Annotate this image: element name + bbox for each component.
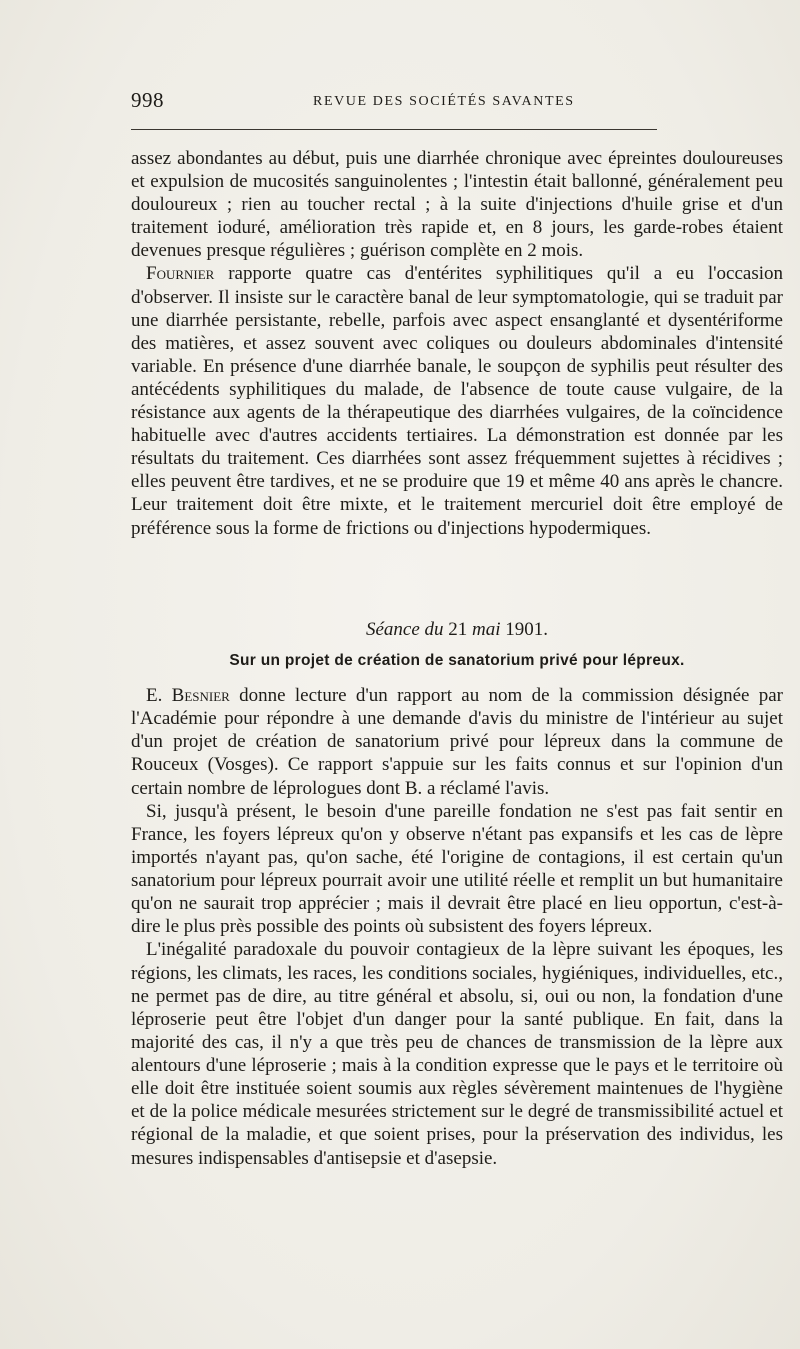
paragraph-5: L'inégalité paradoxale du pouvoir contagieux de la lèpre suivant les époques, les régions, les climats, les races, les conditions sociales, hygiéniques, individuelles, etc., ne permet pas de dire, au titre général et absolu, si, oui ou non, la fondation d'une léproserie peut être l'objet d'un danger pour la santé publique. En fait, dans la majorité des cas, il n'y a que très peu de chances de transmission de la lèpre aux alentours d'une léproserie ; mais à la condition expresse que le pays et le territoire où elle doit être instituée soient soumis aux règles sévèrement maintenues de l'hygiène et de la police médicale mesurées strictement sur le degré de transmissibilité actuel et régional de la maladie, et que soient prises, pour la préservation des individus, les mesures indispensables d'antisepsie et d'asepsie.: [131, 939, 783, 1169]
page-number: 998: [131, 88, 164, 112]
body-text-bottom: [131, 684, 783, 1170]
seance-label: Séance du: [365, 619, 444, 640]
seance-day: 21: [443, 619, 473, 640]
paragraph-3-prefix: E.: [146, 685, 172, 706]
running-title: REVUE DES SOCIÉTÉS SAVANTES: [313, 94, 575, 109]
page-header: [131, 88, 781, 118]
paragraph-1: assez abondantes au début, puis une diarrhée chronique avec épreintes douloureuses et expulsion de mucosités sanguinolentes ; l'intestin était ballonné, généralement peu douloureux ; rien au toucher rectal ; à la suite d'injections d'huile grise et d'un traitement ioduré, amélioration très rapide et, en 8 jours, les garde-robes étaient devenues presque régulières ; guérison complète en 2 mois.: [131, 148, 783, 262]
paragraph-4: Si, jusqu'à présent, le besoin d'une pareille fondation ne s'est pas fait sentir en France, les foyers lépreux qu'on y observe n'étant pas expansifs et les cas de lèpre importés n'ayant pas, qu'on sache, été l'origine de contagions, il est certain qu'un sanatorium pour lépreux pourrait avoir une utilité réelle et remplit un but humanitaire qu'on ne saurait trop apprécier ; mais il devrait être placé en lieu opportun, c'est-à-dire le plus près possible des points où subsistent des foyers lépreux.: [131, 800, 783, 938]
section-title: Sur un projet de création de sanatorium privé pour lépreux.: [229, 652, 685, 669]
author-name-fournier: Fournier: [146, 263, 215, 285]
paragraph-2: [131, 262, 783, 539]
seance-year: 1901.: [500, 619, 549, 640]
seance-heading: [131, 619, 783, 641]
header-rule: [131, 129, 657, 130]
body-text-top: [131, 147, 783, 540]
paragraph-2-text: rapporte quatre cas d'entérites syphilitiques qu'il a eu l'occasion d'observer. Il insiste sur le caractère banal de leur symptomatologie, qui se traduit par une diarrhée persistante, rebelle, parfois avec aspect ensanglanté et dysentériforme des matières, et assez souvent avec coliques ou douleurs abdominales d'intensité variable. En présence d'une diarrhée banale, le soupçon de syphilis peut résulter des antécédents syphilitiques du malade, de l'absence de toute cause vulgaire, de la résistance aux agents de la thérapeutique des diarrhées vulgaires, de la coïncidence habituelle avec d'autres accidents tertiaires. La démonstration est donnée par les résultats du traitement. Ces diarrhées sont assez fréquemment sujettes à récidives ; elles peuvent être tardives, et ne se produire que 19 et même 40 ans après le chancre. Leur traitement doit être mixte, et le traitement mercuriel doit être employé de préférence sous la forme de frictions ou d'injections hypodermiques.: [131, 263, 783, 539]
seance-month: mai: [472, 619, 501, 640]
paragraph-3: [131, 684, 783, 800]
author-name-besnier: Besnier: [171, 685, 230, 706]
paragraph-3-text: donne lecture d'un rapport au nom de la commission désignée par l'Académie pour répondre à une demande d'avis du ministre de l'intérieur au sujet d'un projet de création de sanatorium privé pour lépreux dans la commune de Rouceux (Vosges). Ce rapport s'appuie sur les faits connus et sur l'opinion d'un certain nombre de léprologues dont B. a réclamé l'avis.: [131, 685, 784, 799]
